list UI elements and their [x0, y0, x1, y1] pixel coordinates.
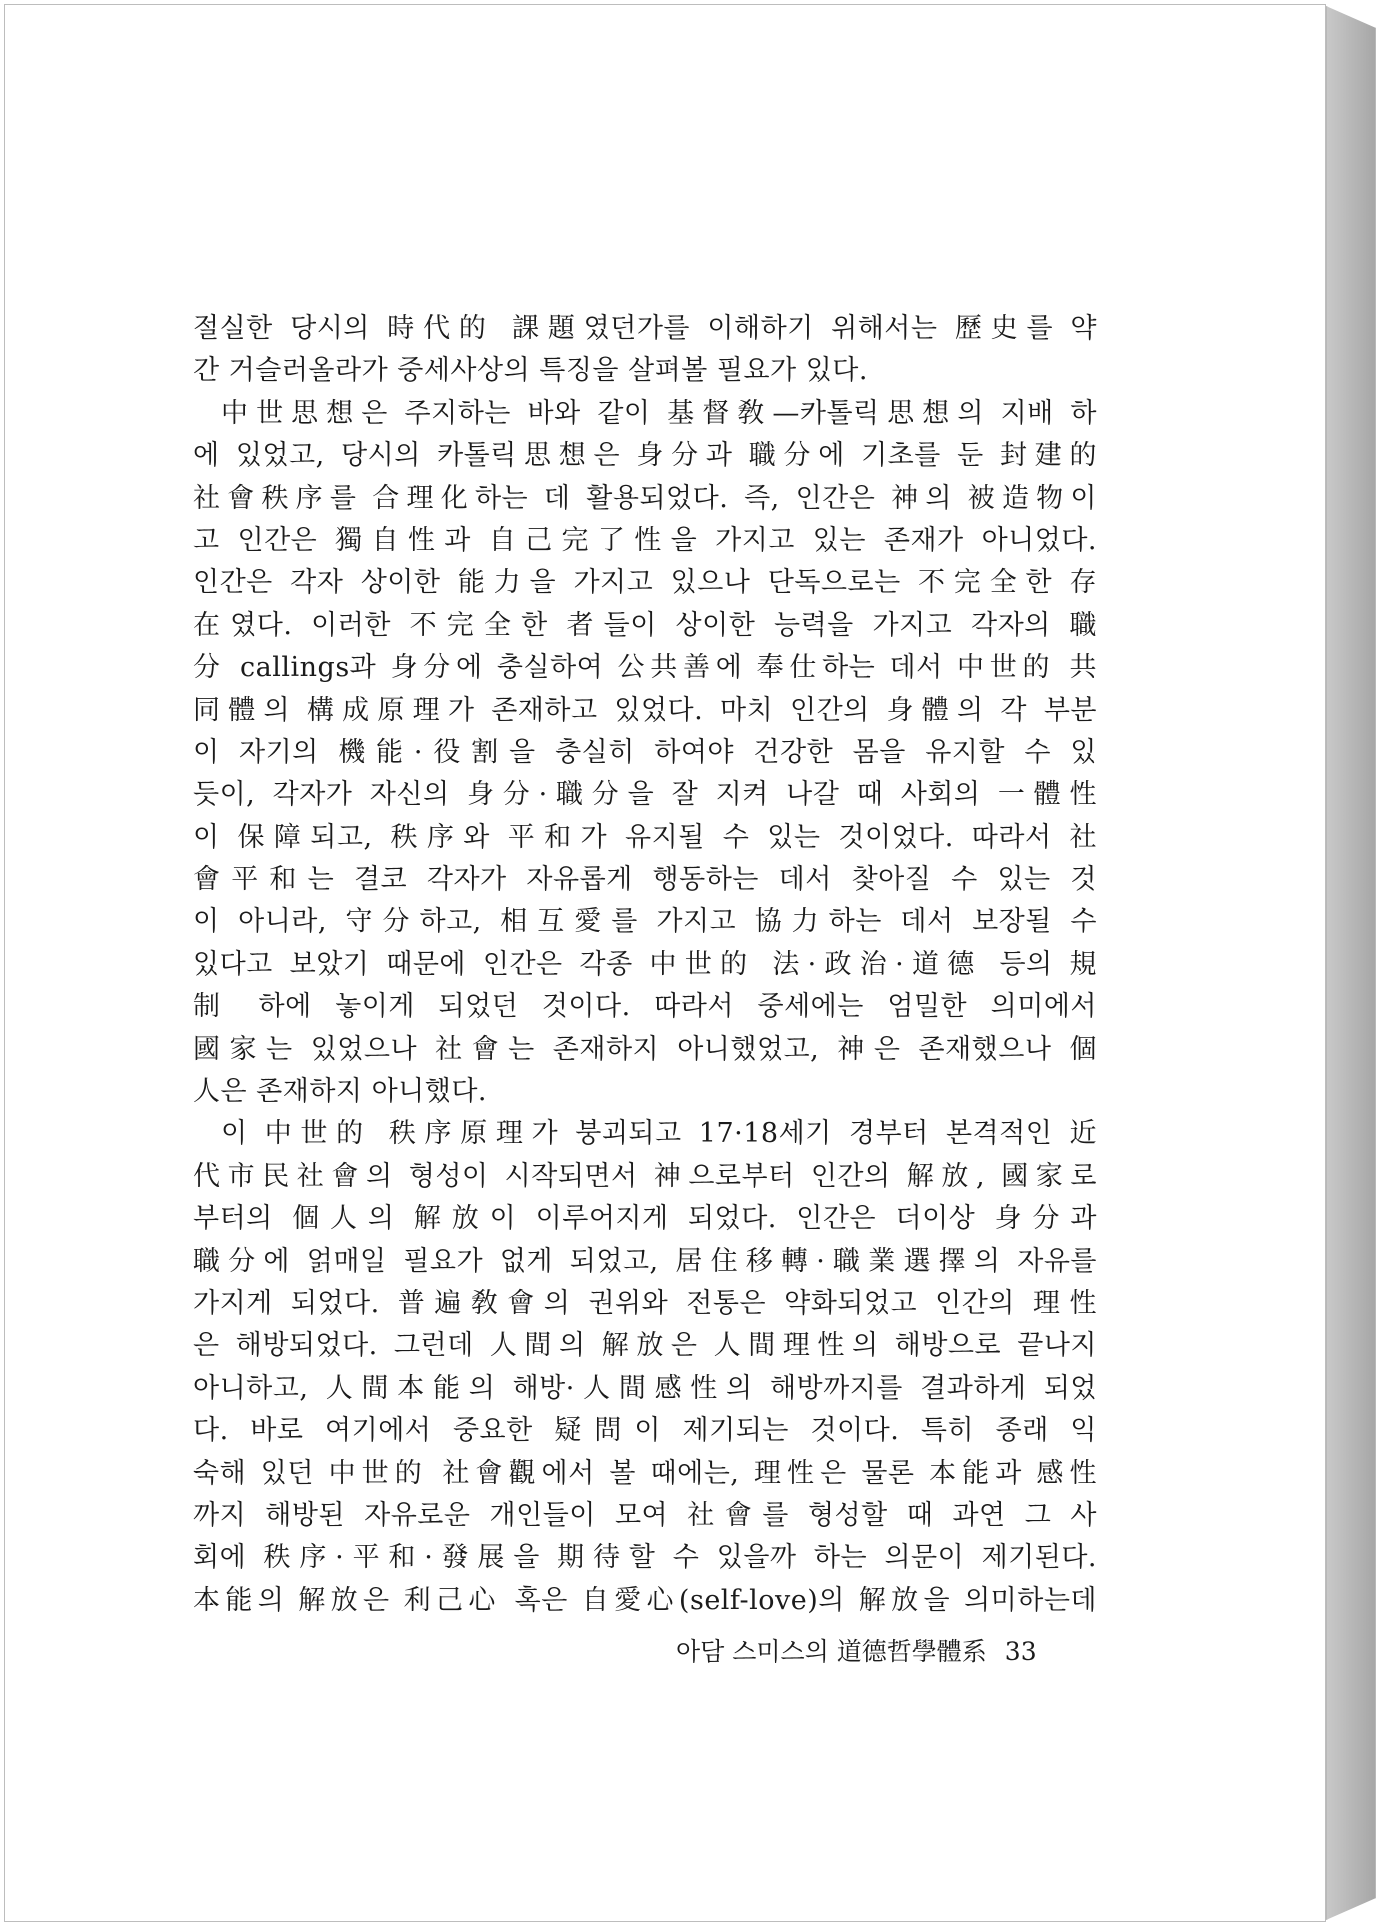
text-line: 이 아니라, 守分하고, 相互愛를 가지고 協力하는 데서 보장될 수 — [193, 906, 1097, 938]
text-line: 은 해방되었다. 그런데 人間의 解放은 人間理性의 해방으로 끝나지 — [193, 1330, 1097, 1362]
text-line: 本能의 解放은 利己心 혹은 自愛心(self-love)의 解放을 의미하는데 — [193, 1584, 1097, 1616]
text-line: 制 하에 놓이게 되었던 것이다. 따라서 중세에는 엄밀한 의미에서 — [193, 991, 1097, 1023]
text-line: 가지게 되었다. 普遍敎會의 권위와 전통은 약화되었고 인간의 理性 — [193, 1287, 1097, 1319]
book-page-edge — [1326, 6, 1376, 1920]
text-line: 회에 秩序·平和·發展을 期待할 수 있을까 하는 의문이 제기된다. — [193, 1542, 1097, 1574]
text-line: 이 中世的 秩序原理가 붕괴되고 17·18세기 경부터 본격적인 近 — [221, 1118, 1097, 1150]
text-line: 다. 바로 여기에서 중요한 疑問이 제기되는 것이다. 특히 종래 익 — [193, 1415, 1097, 1447]
text-line: 分 callings과 身分에 충실하여 公共善에 奉仕하는 데서 中世的 共 — [193, 652, 1097, 684]
text-line: 부터의 個人의 解放이 이루어지게 되었다. 인간은 더이상 身分과 — [193, 1203, 1097, 1235]
text-line: 간 거슬러올라가 중세사상의 특징을 살펴볼 필요가 있다. — [193, 355, 868, 387]
text-line: 아니하고, 人間本能의 해방·人間感性의 해방까지를 결과하게 되었 — [193, 1372, 1097, 1404]
body-text — [193, 308, 1097, 1622]
text-line: 同體의 構成原理가 존재하고 있었다. 마치 인간의 身體의 각 부분 — [193, 694, 1097, 726]
text-line: 이 保障되고, 秩序와 平和가 유지될 수 있는 것이었다. 따라서 社 — [193, 821, 1097, 853]
text-line: 職分에 얽매일 필요가 없게 되었고, 居住移轉·職業選擇의 자유를 — [193, 1245, 1097, 1277]
text-line: 있다고 보았기 때문에 인간은 각종 中世的 法·政治·道德 등의 規 — [193, 948, 1097, 980]
text-line: 中世思想은 주지하는 바와 같이 基督敎—카톨릭思想의 지배 하 — [221, 397, 1097, 429]
text-line: 社會秩序를 合理化하는 데 활용되었다. 즉, 인간은 神의 被造物이 — [193, 482, 1097, 514]
text-line: 인간은 각자 상이한 能力을 가지고 있으나 단독으로는 不完全한 存 — [193, 567, 1097, 599]
text-line: 人은 존재하지 아니했다. — [193, 1076, 487, 1108]
text-line: 숙해 있던 中世的 社會觀에서 볼 때에는, 理性은 물론 本能과 感性 — [193, 1457, 1097, 1489]
page-footer — [676, 1632, 1076, 1672]
text-line: 代市民社會의 형성이 시작되면서 神으로부터 인간의 解放, 國家로 — [193, 1160, 1097, 1192]
text-line: 在였다. 이러한 不完全한 者들이 상이한 능력을 가지고 각자의 職 — [193, 609, 1097, 641]
text-line: 까지 해방된 자유로운 개인들이 모여 社會를 형성할 때 과연 그 사 — [193, 1499, 1097, 1531]
text-line: 會平和는 결코 각자가 자유롭게 행동하는 데서 찾아질 수 있는 것 — [193, 864, 1097, 896]
text-line: 절실한 당시의 時代的 課題였던가를 이해하기 위해서는 歷史를 약 — [193, 313, 1097, 344]
text-line: 에 있었고, 당시의 카톨릭思想은 身分과 職分에 기초를 둔 封建的 — [193, 440, 1097, 472]
text-line: 國家는 있었으나 社會는 존재하지 아니했었고, 神은 존재했으나 個 — [193, 1033, 1097, 1065]
text-line: 듯이, 각자가 자신의 身分·職分을 잘 지켜 나갈 때 사회의 一體性 — [193, 779, 1097, 811]
text-line: 이 자기의 機能·役割을 충실히 하여야 건강한 몸을 유지할 수 있 — [193, 736, 1097, 768]
page-number: 33 — [1004, 1637, 1037, 1666]
text-line: 고 인간은 獨自性과 自己完了性을 가지고 있는 존재가 아니었다. — [193, 524, 1097, 556]
running-title: 아담 스미스의 道德哲學體系 — [676, 1637, 987, 1666]
